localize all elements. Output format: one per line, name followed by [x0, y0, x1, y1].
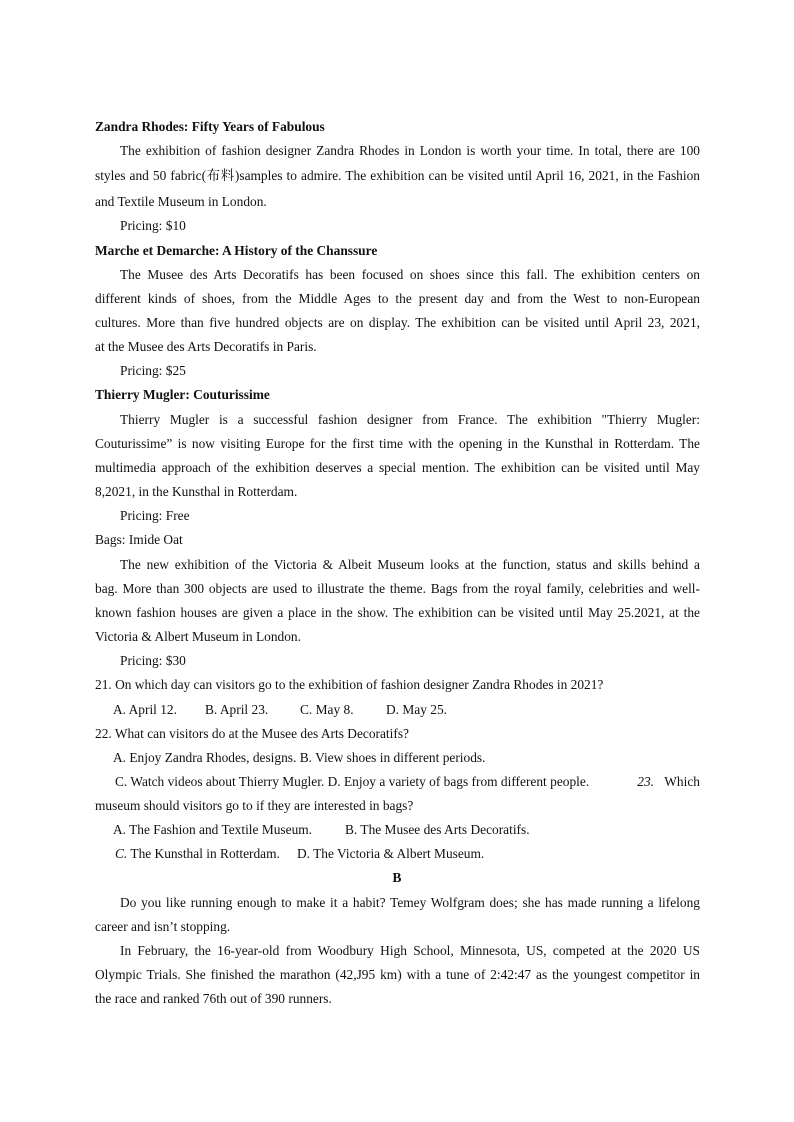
q23-option-c-text: The Kunsthal in Rotterdam.	[130, 846, 280, 861]
paragraph-line: the race and ranked 76th out of 390 runners.	[95, 991, 332, 1006]
paragraph-line: at the Musee des Arts Decoratifs in Paris.	[95, 339, 317, 354]
paragraph-line: Victoria & Albert Museum in London.	[95, 629, 301, 644]
paragraph-line: Do you like running enough to make it a habit? Temey Wolfgram does; she has made running a lifelong	[120, 895, 700, 910]
paragraph-line: The exhibition of fashion designer Zandra Rhodes in London is worth your time. In total, there are 100	[120, 143, 700, 158]
paragraph-line: career and isn’t stopping.	[95, 919, 231, 934]
question-23-stem: museum should visitors go to if they are interested in bags?	[95, 798, 414, 813]
section-title-marche: Marche et Demarche: A History of the Chanssure	[95, 243, 378, 258]
paragraph-line: cultures. More than five hundred objects are on display. The exhibition can be visited until April 23, 2021,	[95, 315, 700, 330]
paragraph-line: known fashion houses are given a place in the show. The exhibition can be visited until May 25.2021, at the	[95, 605, 700, 620]
question-21-stem: 21. On which day can visitors go to the exhibition of fashion designer Zandra Rhodes in 2021?	[95, 677, 604, 692]
q21-option-d: D. May 25.	[386, 702, 447, 717]
paragraph-line: Thierry Mugler is a successful fashion designer from France. The exhibition "Thierry Mugler:	[120, 412, 700, 427]
q22-options-ab: A. Enjoy Zandra Rhodes, designs. B. View shoes in different periods.	[113, 750, 486, 765]
paragraph-line: multimedia approach of the exhibition deserves a special mention. The exhibition can be visited until May	[95, 460, 700, 475]
q23-option-d: D. The Victoria & Albert Museum.	[297, 846, 485, 861]
q23-option-a: A. The Fashion and Textile Museum.	[113, 822, 313, 837]
section-title-mugler: Thierry Mugler: Couturissime	[95, 387, 270, 402]
q21-option-a: A. April 12.	[113, 702, 177, 717]
paragraph-line: different kinds of shoes, from the Middle Ages to the present day and from the West to non-European	[95, 291, 700, 306]
paragraph-line: The Musee des Arts Decoratifs has been focused on shoes since this fall. The exhibition centers on	[120, 267, 700, 282]
q21-option-b: B. April 23.	[205, 702, 269, 717]
paragraph-line: In February, the 16-year-old from Woodbury High School, Minnesota, US, competed at the 2020 US	[120, 943, 700, 958]
q23-stem-start: Which	[664, 774, 700, 789]
paragraph-line: 8,2021, in the Kunsthal in Rotterdam.	[95, 484, 298, 499]
pricing-marche: Pricing: $25	[120, 363, 186, 378]
paragraph-line: The new exhibition of the Victoria & Albeit Museum looks at the function, status and skills behind a	[120, 557, 700, 572]
section-title-bags: Bags: Imide Oat	[95, 532, 183, 547]
q21-option-c: C. May 8.	[300, 702, 354, 717]
question-22-stem: 22. What can visitors do at the Musee des Arts Decoratifs?	[95, 726, 409, 741]
paragraph-line: bag. More than 300 objects are used to illustrate the theme. Bags from the royal family, celebrities and well-	[95, 581, 700, 596]
paragraph-line: styles and 50 fabric(布料)samples to admire. The exhibition can be visited until April 16, 2021, in the Fashion	[95, 168, 700, 183]
q22-options-cd: C. Watch videos about Thierry Mugler. D. Enjoy a variety of bags from different people.	[115, 774, 590, 789]
q23-option-c	[115, 846, 280, 862]
q22-options-cd-line	[115, 774, 700, 790]
paragraph-line: Couturissime” is now visiting Europe for the first time with the opening in the Kunsthal in Rotterdam. The	[95, 436, 700, 451]
paragraph-line: and Textile Museum in London.	[95, 194, 267, 209]
q23-number: 23.	[637, 774, 654, 789]
pricing-zandra: Pricing: $10	[120, 218, 186, 233]
q23-option-b: B. The Musee des Arts Decoratifs.	[345, 822, 530, 837]
section-title-zandra: Zandra Rhodes: Fifty Years of Fabulous	[95, 119, 325, 134]
pricing-mugler: Pricing: Free	[120, 508, 190, 523]
part-b-heading: B	[392, 870, 402, 885]
paragraph-line: Olympic Trials. She finished the marathon (42,J95 km) with a tune of 2:42:47 as the youngest competitor in	[95, 967, 700, 982]
q23-option-c-letter: C.	[115, 846, 128, 861]
pricing-bags: Pricing: $30	[120, 653, 186, 668]
